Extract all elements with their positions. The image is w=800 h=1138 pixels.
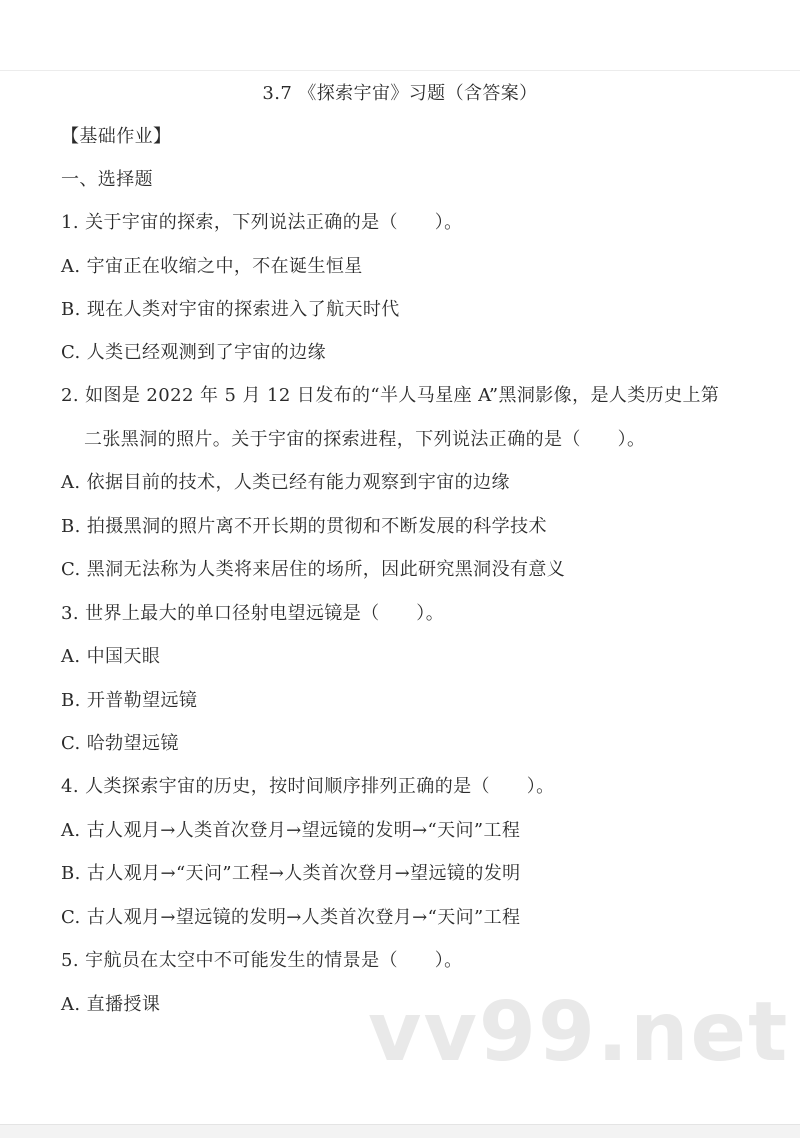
question-5-option-a: A. 直播授课 [61, 994, 161, 1015]
page-title: 3.7 《探索宇宙》习题（含答案） [262, 83, 538, 104]
page-bottom-edge [0, 1124, 800, 1138]
question-2-option-c: C. 黑洞无法称为人类将来居住的场所，因此研究黑洞没有意义 [61, 559, 566, 580]
site-watermark: vv99.net [368, 985, 790, 1080]
question-3-option-b: B. 开普勒望远镜 [61, 690, 198, 711]
question-2-option-b: B. 拍摄黑洞的照片离不开长期的贯彻和不断发展的科学技术 [61, 516, 547, 537]
question-4-option-a: A. 古人观月→人类首次登月→望远镜的发明→“天问”工程 [61, 820, 521, 841]
page-top-divider [0, 70, 800, 71]
section-heading: 【基础作业】 [61, 126, 172, 147]
question-3-option-c: C. 哈勃望远镜 [61, 733, 179, 754]
question-3-option-a: A. 中国天眼 [61, 646, 161, 667]
question-1-option-c: C. 人类已经观测到了宇宙的边缘 [61, 342, 326, 363]
question-4: 4. 人类探索宇宙的历史，按时间顺序排列正确的是（ ）。 [61, 776, 555, 797]
question-2-continued: 二张黑洞的照片。关于宇宙的探索进程，下列说法正确的是（ ）。 [84, 429, 646, 450]
question-1-option-b: B. 现在人类对宇宙的探索进入了航天时代 [61, 299, 400, 320]
question-2-option-a: A. 依据目前的技术，人类已经有能力观察到宇宙的边缘 [61, 472, 510, 493]
question-2: 2. 如图是 2022 年 5 月 12 日发布的“半人马星座 A”黑洞影像，是人类历史上第 [61, 385, 720, 406]
question-4-option-b: B. 古人观月→“天问”工程→人类首次登月→望远镜的发明 [61, 863, 521, 884]
question-5: 5. 宇航员在太空中不可能发生的情景是（ ）。 [61, 950, 463, 971]
question-3: 3. 世界上最大的单口径射电望远镜是（ ）。 [61, 603, 445, 624]
question-4-option-c: C. 古人观月→望远镜的发明→人类首次登月→“天问”工程 [61, 907, 521, 928]
question-1: 1. 关于宇宙的探索，下列说法正确的是（ ）。 [61, 212, 463, 233]
question-1-option-a: A. 宇宙正在收缩之中，不在诞生恒星 [61, 256, 363, 277]
part-heading: 一、选择题 [61, 169, 153, 190]
